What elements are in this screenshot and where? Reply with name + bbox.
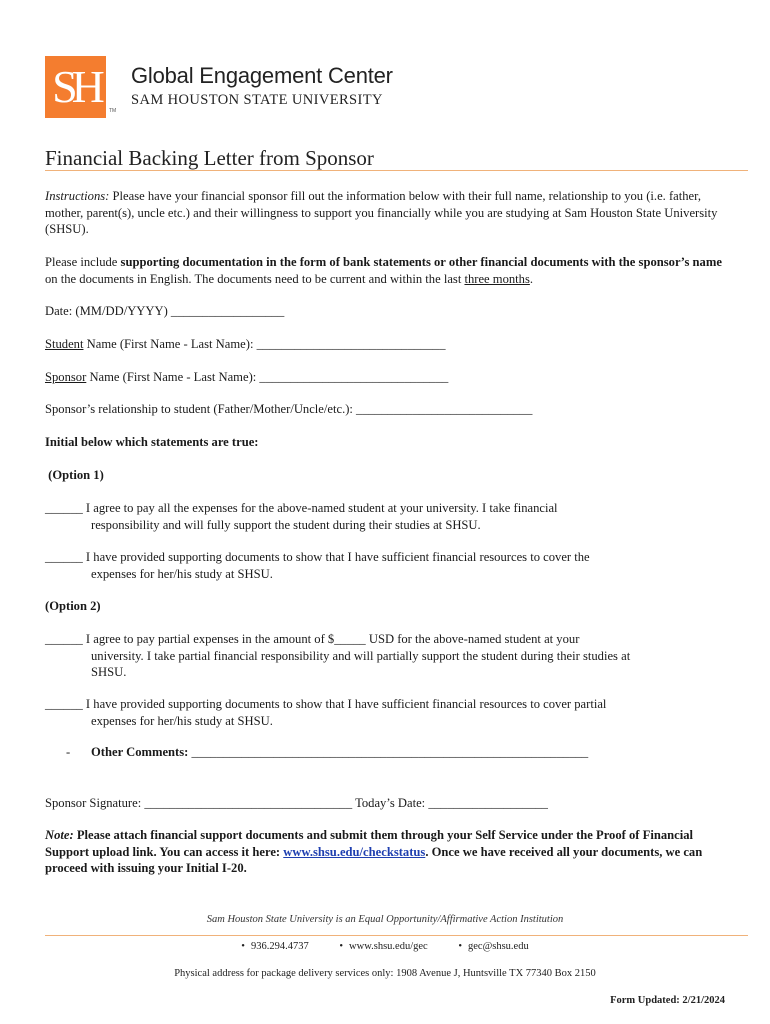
note-paragraph — [45, 827, 735, 877]
phone-item — [241, 941, 308, 952]
option2-heading: (Option 2) — [45, 599, 101, 613]
checkstatus-link[interactable]: www.shsu.edu/checkstatus — [283, 844, 426, 859]
statement-line: SHSU. — [91, 665, 127, 679]
initial-heading: Initial below which statements are true: — [45, 435, 259, 449]
option2-statement-1 — [45, 631, 705, 681]
comments-label: Other Comments: — [91, 745, 192, 759]
signature-field[interactable]: Sponsor Signature: _________________________________ Today’s Date: ___________________ — [45, 796, 548, 810]
email-link[interactable]: gec@shsu.edu — [468, 941, 529, 952]
sponsor-name-line: Name (First Name - Last Name): ______________________________ — [86, 370, 449, 384]
initial-blank[interactable]: ______ — [45, 697, 83, 711]
doc-middle: on the documents in English. The documents need to be current and within the last — [45, 271, 465, 286]
student-name-line: Name (First Name - Last Name): ______________________________ — [83, 337, 446, 351]
page-title: Financial Backing Letter from Sponsor — [45, 146, 374, 170]
statement-line: responsibility and will fully support the student during their studies at SHSU. — [91, 517, 481, 532]
website-link[interactable]: www.shsu.edu/gec — [349, 941, 428, 952]
org-name: Global Engagement Center — [131, 63, 393, 88]
physical-address: Physical address for package delivery services only: 1908 Avenue J, Huntsville TX 77340 Box 2150 — [174, 968, 596, 979]
bullet-icon: • — [241, 941, 245, 952]
sponsor-label: Sponsor — [45, 370, 87, 384]
option1-statement-2 — [45, 549, 705, 582]
date-field[interactable]: Date: (MM/DD/YYYY) __________________ — [45, 304, 285, 318]
initial-blank[interactable]: ______ — [45, 501, 83, 515]
statement-line: I have provided supporting documents to show that I have sufficient financial resources to cover partial — [82, 697, 607, 711]
student-label: Student — [45, 337, 84, 351]
note-text-2: . Once we have received all your documents, we can proceed with issuing your Initial I-20. — [45, 844, 703, 875]
contact-row — [0, 941, 770, 952]
statement-line: university. I take partial financial responsibility and will partially support the student during their studies at — [91, 648, 631, 663]
form-updated-date: Form Updated: 2/21/2024 — [610, 995, 725, 1006]
university-name: SAM HOUSTON STATE UNIVERSITY — [131, 92, 383, 108]
statement-line: expenses for her/his study at SHSU. — [91, 713, 273, 728]
eeo-statement: Sam Houston State University is an Equal Opportunity/Affirmative Action Institution — [206, 914, 564, 925]
option1-statement-1 — [45, 500, 705, 533]
statement-line: I agree to pay all the expenses for the above-named student at your university. I take financial — [82, 501, 558, 515]
shsu-logo — [45, 56, 106, 118]
sponsor-name-field[interactable] — [45, 369, 448, 385]
note-text-1: Please attach financial support documents and submit them through your Self Service under the Proof of Financial Support upload link. You can access it here: — [45, 828, 694, 859]
comments-line: _______________________________________________________________ — [191, 745, 589, 759]
statement-line: I agree to pay partial expenses in the amount of $_____ USD for the above-named student at your — [82, 632, 580, 646]
statement-line: I have provided supporting documents to show that I have sufficient financial resources to cover the — [82, 550, 590, 564]
note-label: Note: — [45, 828, 74, 842]
doc-bold: supporting documentation in the form of bank statements or other financial documents with the sponsor’s name — [120, 255, 722, 269]
doc-suffix: . — [529, 271, 534, 286]
option1-heading: (Option 1) — [45, 468, 104, 482]
option2-statement-2 — [45, 696, 705, 729]
initial-blank[interactable]: ______ — [45, 632, 83, 646]
phone-number: 936.294.4737 — [250, 941, 309, 952]
relationship-field[interactable]: Sponsor’s relationship to student (Father/Mother/Uncle/etc.): ____________________________ — [45, 402, 533, 416]
logo-trademark: TM — [109, 108, 117, 114]
logo-monogram: SH — [52, 61, 99, 112]
web-item — [339, 941, 427, 952]
list-dash: - — [66, 745, 71, 759]
statement-line: expenses for her/his study at SHSU. — [91, 566, 273, 581]
other-comments-field[interactable] — [66, 745, 588, 760]
bullet-icon: • — [339, 941, 344, 952]
documentation-paragraph — [45, 254, 725, 287]
student-name-field[interactable] — [45, 336, 446, 352]
bullet-icon: • — [458, 941, 462, 952]
instructions-text: Please have your financial sponsor fill out the information below with their full name, relationship to you (i.e. father, mother, parent(s), uncle etc.) and their willingness to support you financially while you are studying at Sam Houston State University (SHSU). — [45, 189, 718, 236]
doc-underlined: three months — [464, 271, 530, 286]
initial-blank[interactable]: ______ — [45, 550, 83, 564]
email-item — [458, 941, 528, 952]
footer-divider — [45, 935, 748, 936]
header-divider — [45, 170, 748, 171]
doc-prefix: Please include — [45, 255, 121, 269]
instructions-paragraph — [45, 188, 725, 238]
instructions-label: Instructions: — [45, 189, 110, 203]
